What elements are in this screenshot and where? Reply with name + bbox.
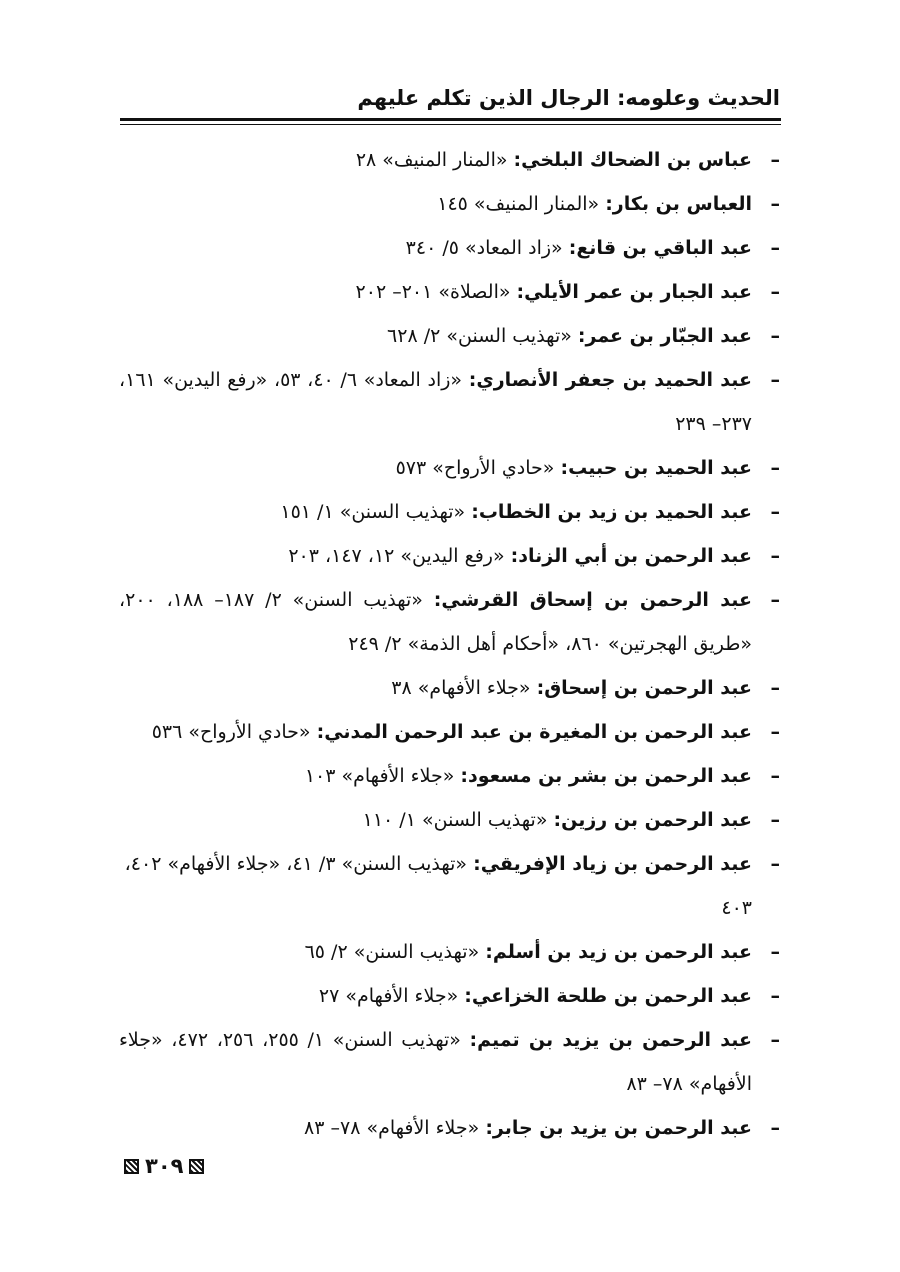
entry-dash: – [770, 809, 780, 831]
index-entry [119, 1106, 780, 1150]
index-entry [119, 358, 780, 446]
entry-references: «تهذيب السنن» ٣/ ٤١، «جلاء الأفهام» ٤٠٢، ٤٠٣ [124, 853, 752, 919]
narrator-name: عبد الحميد بن حبيب: [560, 457, 752, 479]
entry-references: «المنار المنيف» ١٤٥ [437, 193, 600, 215]
entry-dash: – [770, 589, 780, 611]
entry-references: «تهذيب السنن» ١/ ٢٥٥، ٢٥٦، ٤٧٢، «جلاء الأفهام» ٧٨– ٨٣ [119, 1029, 752, 1095]
entry-references: «حادي الأرواح» ٥٣٦ [151, 721, 311, 743]
index-entry [119, 314, 780, 358]
entry-dash: – [770, 545, 780, 567]
narrator-name: عبد الرحمن بن زياد الإفريقي: [473, 853, 752, 875]
entry-dash: – [770, 985, 780, 1007]
narrator-name: عبد الرحمن بن المغيرة بن عبد الرحمن المدني: [316, 721, 752, 743]
entry-references: «الصلاة» ٢٠١– ٢٠٢ [355, 281, 511, 303]
narrator-name: عبد الباقي بن قانع: [568, 237, 752, 259]
entry-references: «تهذيب السنن» ١/ ١١٠ [362, 809, 548, 831]
narrator-index-list [119, 138, 780, 1150]
entry-references: «زاد المعاد» ٥/ ٣٤٠ [405, 237, 563, 259]
entry-dash: – [770, 721, 780, 743]
narrator-name: عبد الجبار بن عمر الأيلي: [516, 281, 752, 303]
narrator-name: عبد الرحمن بن يزيد بن جابر: [485, 1117, 752, 1139]
entry-references: «رفع اليدين» ١٢، ١٤٧، ٢٠٣ [288, 545, 505, 567]
entry-dash: – [770, 149, 780, 171]
index-entry [119, 138, 780, 182]
narrator-name: عبد الجبّار بن عمر: [577, 325, 752, 347]
header-rule-thick [120, 118, 781, 121]
entry-references: «تهذيب السنن» ٢/ ٦٥ [304, 941, 480, 963]
entry-references: «تهذيب السنن» ٢/ ٦٢٨ [387, 325, 572, 347]
entry-references: «جلاء الأفهام» ٧٨– ٨٣ [304, 1117, 480, 1139]
entry-dash: – [770, 1029, 780, 1051]
index-entry [119, 754, 780, 798]
index-entry [119, 578, 780, 666]
narrator-name: عبد الحميد بن زيد بن الخطاب: [471, 501, 752, 523]
entry-dash: – [770, 369, 780, 391]
checkered-square-icon [124, 1159, 139, 1174]
narrator-name: عبد الرحمن بن زيد بن أسلم: [485, 941, 752, 963]
entry-dash: – [770, 1117, 780, 1139]
entry-dash: – [770, 237, 780, 259]
narrator-name: عبد الرحمن بن إسحاق القرشي: [433, 589, 752, 611]
entry-dash: – [770, 941, 780, 963]
index-entry [119, 490, 780, 534]
narrator-name: العباس بن بكار: [605, 193, 752, 215]
entry-references: «زاد المعاد» ٦/ ٤٠، ٥٣، «رفع اليدين» ١٦١، ٢٣٧– ٢٣٩ [119, 369, 752, 435]
index-entry [119, 534, 780, 578]
index-entry [119, 666, 780, 710]
entry-references: «حادي الأرواح» ٥٧٣ [395, 457, 555, 479]
entry-references: «جلاء الأفهام» ٣٨ [391, 677, 531, 699]
narrator-name: عبد الرحمن بن إسحاق: [536, 677, 752, 699]
entry-references: «جلاء الأفهام» ٢٧ [318, 985, 459, 1007]
index-entry [119, 798, 780, 842]
narrator-name: عبد الرحمن بن بشر بن مسعود: [460, 765, 752, 787]
index-entry [119, 182, 780, 226]
entry-references: «جلاء الأفهام» ١٠٣ [304, 765, 455, 787]
index-entry [119, 842, 780, 930]
entry-references: «تهذيب السنن» ٢/ ١٨٧– ١٨٨، ٢٠٠، «طريق الهجرتين» ٨٦٠، «أحكام أهل الذمة» ٢/ ٢٤٩ [119, 589, 752, 655]
entry-dash: – [770, 765, 780, 787]
entry-dash: – [770, 457, 780, 479]
entry-dash: – [770, 281, 780, 303]
running-header: الحديث وعلومه: الرجال الذين تكلم عليهم [357, 86, 780, 110]
entry-dash: – [770, 853, 780, 875]
narrator-name: عبد الرحمن بن طلحة الخزاعي: [464, 985, 752, 1007]
entry-references: «تهذيب السنن» ١/ ١٥١ [280, 501, 466, 523]
header-rule-thin [120, 124, 781, 125]
index-entry [119, 226, 780, 270]
index-entry [119, 930, 780, 974]
entry-dash: – [770, 193, 780, 215]
narrator-name: عبد الرحمن بن أبي الزناد: [510, 545, 752, 567]
entry-dash: – [770, 501, 780, 523]
entry-references: «المنار المنيف» ٢٨ [355, 149, 508, 171]
index-entry [119, 1018, 780, 1106]
index-entry [119, 270, 780, 314]
page-number: ٣٠٩ [145, 1154, 184, 1178]
index-entry [119, 974, 780, 1018]
narrator-name: عبد الرحمن بن رزين: [553, 809, 752, 831]
narrator-name: عبد الحميد بن جعفر الأنصاري: [468, 369, 752, 391]
narrator-name: عبد الرحمن بن يزيد بن تميم: [469, 1029, 753, 1051]
entry-dash: – [770, 325, 780, 347]
checkered-square-icon [189, 1159, 204, 1174]
page-footer [124, 1154, 204, 1178]
entry-dash: – [770, 677, 780, 699]
index-entry [119, 710, 780, 754]
narrator-name: عباس بن الضحاك البلخي: [513, 149, 752, 171]
index-entry [119, 446, 780, 490]
